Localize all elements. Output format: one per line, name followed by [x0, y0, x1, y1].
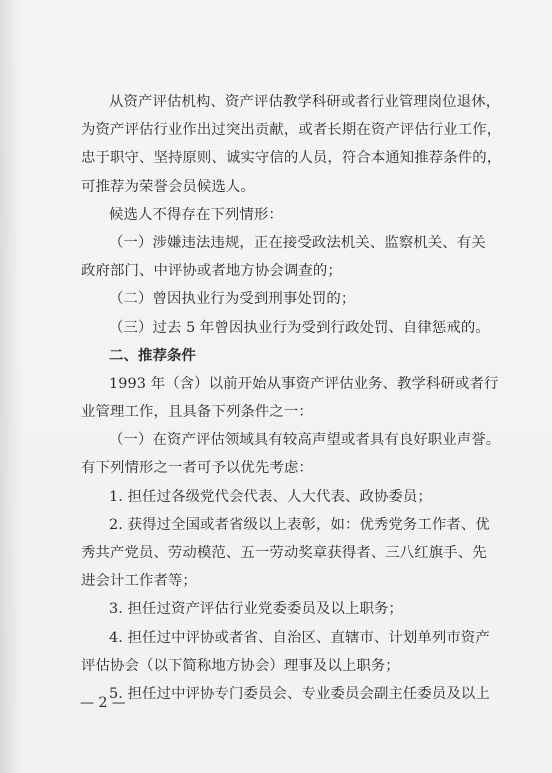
text-line: 可推荐为荣誉会员候选人。 — [81, 178, 255, 195]
text-line: 政府部门、中评协或者地方协会调查的； — [81, 263, 342, 280]
scan-edge-shadow — [0, 0, 22, 773]
text-line: 1. 担任过各级党代会代表、人大代表、政协委员； — [109, 488, 432, 505]
document-body — [81, 88, 502, 708]
text-line: 5. 担任过中评协专门委员会、专业委员会副主任委员及以上 — [109, 685, 490, 702]
section-heading: 二、推荐条件 — [109, 347, 196, 364]
text-line: 忠于职守、坚持原则、诚实守信的人员，符合本通知推荐条件的， — [81, 150, 502, 167]
text-line: 候选人不得存在下列情形： — [109, 206, 283, 223]
text-line: （二）曾因执业行为受到刑事处罚的； — [109, 291, 356, 308]
text-line: 有下列情形之一者可予以优先考虑： — [81, 460, 313, 477]
text-line: （三）过去 5 年曾因执业行为受到行政处罚、自律惩戒的。 — [109, 319, 490, 336]
text-line: （一）在资产评估领域具有较高声望或者具有良好职业声誉。 — [109, 432, 501, 449]
text-line: 进会计工作者等； — [81, 573, 197, 590]
text-line: 3. 担任过资产评估行业党委委员及以上职务； — [109, 601, 403, 618]
text-line: 评估协会（以下简称地方协会）理事及以上职务； — [81, 657, 400, 674]
text-line: 1993 年（含）以前开始从事资产评估业务、教学科研或者行 — [109, 375, 499, 392]
text-line: 秀共产党员、劳动模范、五一劳动奖章获得者、三八红旗手、先 — [81, 545, 487, 561]
text-line: 4. 担任过中评协或者省、自治区、直辖市、计划单列市资产 — [109, 629, 490, 646]
text-line: （一）涉嫌违法违规，正在接受政法机关、监察机关、有关 — [109, 234, 486, 251]
page-number: — 2 — — [80, 695, 126, 711]
text-line: 2. 获得过全国或者省级以上表彰，如：优秀党务工作者、优 — [109, 516, 490, 533]
text-line: 业管理工作，且具备下列条件之一： — [81, 404, 313, 421]
text-line: 从资产评估机构、资产评估教学科研或者行业管理岗位退休， — [109, 94, 501, 110]
text-line: 为资产评估行业作出过突出贡献，或者长期在资产评估行业工作， — [81, 122, 502, 139]
